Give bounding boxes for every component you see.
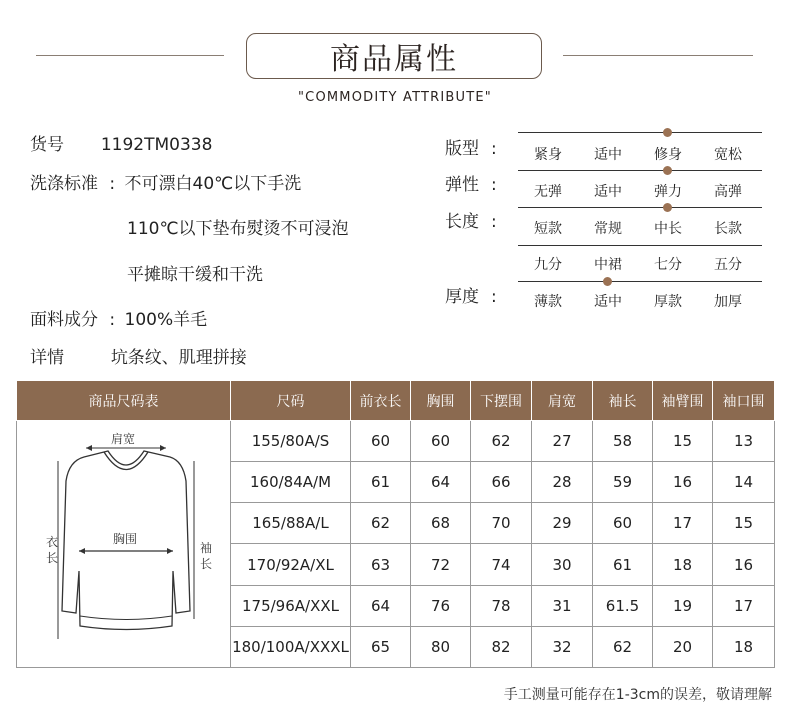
wash-colon: : — [109, 174, 116, 194]
header-front-length: 前衣长 — [351, 381, 411, 421]
thickness-option-2: 适中 — [594, 294, 622, 310]
thickness-selected-dot — [603, 277, 612, 286]
elasticity-option-4: 高弹 — [714, 184, 742, 200]
length-option-2: 常规 — [594, 221, 622, 237]
wash-line-3: 平摊晾干缓和干洗 — [127, 265, 263, 285]
header-upper-arm: 袖臂围 — [653, 381, 713, 421]
fit-option-2: 适中 — [594, 147, 622, 163]
cell-value: 78 — [471, 585, 532, 626]
cell-value: 82 — [471, 626, 532, 667]
cell-size: 165/88A/L — [231, 503, 351, 544]
cell-value: 16 — [713, 544, 775, 585]
header-sleeve-length: 袖长 — [593, 381, 653, 421]
thickness-scale-line — [518, 281, 762, 282]
cell-value: 61 — [593, 544, 653, 585]
fit-selected-dot — [663, 128, 672, 137]
cell-value: 20 — [653, 626, 713, 667]
length-option-4: 长款 — [714, 221, 742, 237]
length-option-8: 五分 — [714, 257, 742, 273]
header-size-chart: 商品尺码表 — [17, 381, 231, 421]
title-divider-right — [563, 55, 753, 56]
sketch-shoulder-label: 肩宽 — [110, 432, 135, 446]
size-table — [16, 380, 775, 668]
cell-value: 31 — [532, 585, 593, 626]
cell-value: 17 — [713, 585, 775, 626]
fit-label: 版型 : — [445, 139, 497, 159]
sketch-length-label-2: 长 — [45, 551, 58, 565]
length-label: 长度 : — [445, 212, 497, 232]
item-number-label: 货号 — [30, 135, 64, 155]
cell-value: 74 — [471, 544, 532, 585]
cell-value: 72 — [411, 544, 471, 585]
cell-value: 18 — [713, 626, 775, 667]
fit-scale-line — [518, 132, 762, 133]
thickness-option-1: 薄款 — [534, 294, 562, 310]
length-scale-line — [518, 207, 762, 208]
cell-value: 62 — [593, 626, 653, 667]
detail-value: 坑条纹、肌理拼接 — [110, 348, 247, 368]
cell-value: 27 — [532, 421, 593, 462]
fabric-colon: : — [109, 310, 116, 330]
cell-value: 14 — [713, 462, 775, 503]
sweater-sketch-cell — [17, 421, 231, 668]
cell-value: 61.5 — [593, 585, 653, 626]
cell-value: 68 — [411, 503, 471, 544]
elasticity-option-1: 无弹 — [534, 184, 562, 200]
header-size: 尺码 — [231, 381, 351, 421]
cell-value: 60 — [351, 421, 411, 462]
length-option-3: 中长 — [654, 221, 682, 237]
elasticity-label: 弹性 : — [445, 175, 497, 195]
length-selected-dot — [663, 203, 672, 212]
cell-value: 64 — [411, 462, 471, 503]
cell-value: 60 — [593, 503, 653, 544]
cell-value: 60 — [411, 421, 471, 462]
cell-value: 15 — [713, 503, 775, 544]
cell-value: 62 — [351, 503, 411, 544]
cell-value: 63 — [351, 544, 411, 585]
length-option-1: 短款 — [534, 221, 562, 237]
elasticity-selected-dot — [663, 166, 672, 175]
cell-value: 18 — [653, 544, 713, 585]
cell-value: 17 — [653, 503, 713, 544]
sketch-length-label-1: 衣 — [45, 535, 58, 549]
cell-value: 28 — [532, 462, 593, 503]
length-scale-line-2 — [518, 245, 762, 246]
title-divider-left — [36, 55, 224, 56]
cell-size: 170/92A/XL — [231, 544, 351, 585]
measurement-footnote: 手工测量可能存在1-3cm的误差，敬请理解 — [503, 687, 772, 703]
fit-option-1: 紧身 — [534, 147, 562, 163]
wash-label: 洗涤标准 — [30, 174, 98, 194]
fabric-row — [30, 305, 207, 330]
cell-value: 62 — [471, 421, 532, 462]
thickness-option-3: 厚款 — [654, 294, 682, 310]
wash-line-1: 不可漂白40℃以下手洗 — [124, 174, 302, 194]
fabric-label: 面料成分 — [30, 310, 98, 330]
fit-option-4: 宽松 — [714, 147, 742, 163]
detail-row — [30, 343, 247, 368]
cell-value: 70 — [471, 503, 532, 544]
wash-line-2: 110℃以下垫布熨烫不可浸泡 — [127, 219, 349, 239]
item-number-value: 1192TM0338 — [100, 135, 213, 155]
fit-option-3: 修身 — [654, 147, 682, 163]
cell-value: 32 — [532, 626, 593, 667]
length-option-6: 中裙 — [594, 257, 622, 273]
section-subtitle: "COMMODITY ATTRIBUTE" — [298, 90, 492, 105]
header-hem: 下摆围 — [471, 381, 532, 421]
cell-value: 80 — [411, 626, 471, 667]
header-shoulder: 肩宽 — [532, 381, 593, 421]
sketch-sleeve-label-1: 袖 — [199, 541, 212, 555]
header-cuff: 袖口围 — [713, 381, 775, 421]
cell-value: 65 — [351, 626, 411, 667]
cell-value: 61 — [351, 462, 411, 503]
elasticity-scale-line — [518, 170, 762, 171]
wash-standard-row — [30, 169, 301, 194]
item-number-row — [30, 130, 212, 155]
cell-size: 160/84A/M — [231, 462, 351, 503]
elasticity-option-3: 弹力 — [654, 184, 682, 200]
sketch-chest-label: 胸围 — [112, 532, 137, 546]
fabric-value: 100%羊毛 — [124, 310, 208, 330]
cell-value: 64 — [351, 585, 411, 626]
header-chest: 胸围 — [411, 381, 471, 421]
sweater-sketch — [18, 421, 230, 663]
cell-value: 76 — [411, 585, 471, 626]
elasticity-option-2: 适中 — [594, 184, 622, 200]
cell-value: 16 — [653, 462, 713, 503]
length-option-5: 九分 — [534, 257, 562, 273]
cell-size: 180/100A/XXXL — [231, 626, 351, 667]
table-row — [17, 421, 775, 462]
cell-size: 175/96A/XXL — [231, 585, 351, 626]
size-table-header — [17, 381, 775, 421]
section-title: 商品属性 — [246, 33, 542, 79]
length-option-7: 七分 — [654, 257, 682, 273]
cell-value: 13 — [713, 421, 775, 462]
thickness-option-4: 加厚 — [714, 294, 742, 310]
cell-value: 29 — [532, 503, 593, 544]
detail-label: 详情 — [30, 348, 64, 368]
cell-value: 15 — [653, 421, 713, 462]
cell-size: 155/80A/S — [231, 421, 351, 462]
thickness-label: 厚度 : — [445, 287, 497, 307]
sketch-sleeve-label-2: 长 — [199, 557, 212, 571]
cell-value: 66 — [471, 462, 532, 503]
cell-value: 59 — [593, 462, 653, 503]
cell-value: 30 — [532, 544, 593, 585]
cell-value: 58 — [593, 421, 653, 462]
cell-value: 19 — [653, 585, 713, 626]
